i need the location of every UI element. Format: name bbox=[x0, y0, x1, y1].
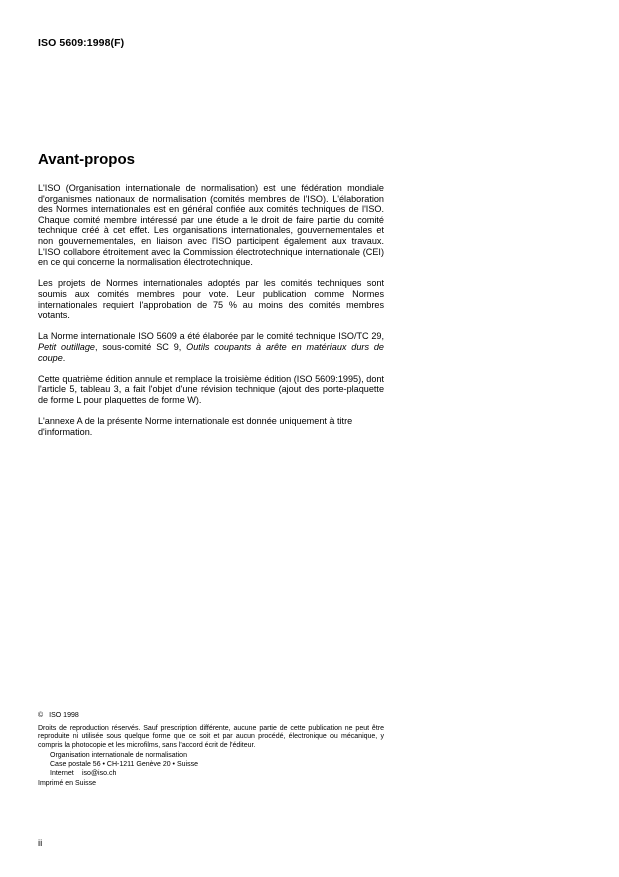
copyright-line bbox=[38, 712, 384, 721]
internet-label: Internet bbox=[50, 769, 74, 777]
copyright-icon: © bbox=[38, 712, 44, 719]
p3-text-2: , sous-comité SC 9, bbox=[94, 341, 187, 352]
p3-text-3: . bbox=[62, 352, 66, 363]
internet-line bbox=[50, 770, 384, 779]
foreword-body bbox=[38, 183, 384, 448]
copyright-text: ISO 1998 bbox=[49, 712, 79, 719]
page-number: ii bbox=[38, 838, 43, 849]
p3-text-1: La Norme internationale ISO 5609 a été élaborée par le comité technique ISO/TC 29, bbox=[38, 331, 384, 342]
p3-subcommittee-title: Outils coupants à arête en matériaux durs de coupe bbox=[38, 341, 384, 363]
publisher-address bbox=[50, 752, 384, 778]
p3-committee-title: Petit outillage bbox=[38, 341, 95, 352]
foreword-paragraph-5: L'annexe A de la présente Norme internationale est donnée uniquement à titre d'information. bbox=[38, 416, 353, 437]
copyright-footer bbox=[38, 712, 384, 789]
postal-address: Case postale 56 • CH-1211 Genève 20 • Suisse bbox=[50, 760, 198, 768]
document-code: ISO 5609:1998(F) bbox=[38, 37, 125, 49]
foreword-paragraph-3 bbox=[38, 331, 384, 363]
rights-notice: Droits de reproduction réservés. Sauf prescription différente, aucune partie de cette publication ne peut être reproduite ni utilisée sous quelque forme que ce soit et par aucun procédé, électronique ou mécanique, y compris la photocopie et les microfilms, sans l'accord écrit de l'éditeur. bbox=[38, 724, 384, 749]
section-title: Avant-propos bbox=[38, 151, 135, 168]
foreword-paragraph-1: L'ISO (Organisation internationale de normalisation) est une fédération mondiale d'organismes nationaux de normalisation (comités membres de l'ISO). L'élaboration des Normes internationales est en général confiée aux comités techniques de l'ISO. Chaque comité membre intéressé par une étude a le droit de faire partie du comité technique créé à cet effet. Les organisations internationales, gouvernementales et non gouvernementales, en liaison avec l'ISO participent également aux travaux. L'ISO collabore étroitement avec la Commission électrotechnique internationale (CEI) en ce qui concerne la normalisation électrotechnique. bbox=[38, 183, 384, 268]
foreword-paragraph-4: Cette quatrième édition annule et remplace la troisième édition (ISO 5609:1995), dont l'article 5, tableau 3, a fait l'objet d'une révision technique (ajout des porte-plaquette de forme L pour plaquettes de forme W). bbox=[38, 373, 384, 405]
internet-email: iso@iso.ch bbox=[82, 769, 117, 777]
printed-in: Imprimé en Suisse bbox=[38, 780, 96, 788]
organisation-name: Organisation internationale de normalisation bbox=[50, 752, 187, 760]
foreword-paragraph-2: Les projets de Normes internationales adoptés par les comités techniques sont soumis aux comités membres pour vote. Leur publication comme Normes internationales requiert l'approbation de 75 % au moins des comités membres votants. bbox=[38, 278, 384, 321]
